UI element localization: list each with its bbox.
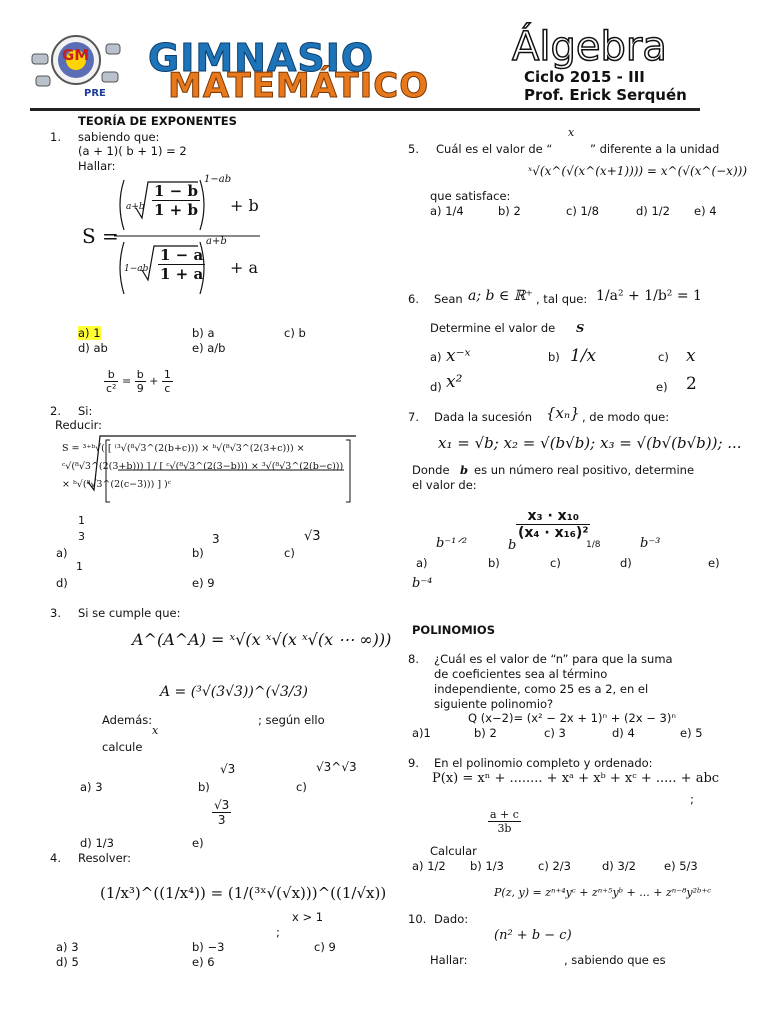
q8-line2: de coeficientes sea al término xyxy=(434,667,608,681)
cond-num1: b xyxy=(104,368,118,382)
q7-option-b[interactable]: b) xyxy=(488,556,500,570)
q5-text2: ” diferente a la unidad xyxy=(590,142,720,156)
q1-text1: sabiendo que: xyxy=(78,130,160,144)
q7-val-3: 1/8 xyxy=(586,540,601,550)
q4-number: 4. xyxy=(50,851,61,865)
q2-option-c[interactable]: c) xyxy=(284,546,295,560)
q10-text1: Dado: xyxy=(434,912,469,926)
q4-option-b[interactable]: b) −3 xyxy=(192,940,225,954)
q6-s: S xyxy=(576,321,585,335)
q7-text2: , de modo que: xyxy=(582,410,670,424)
logo-text: PRE xyxy=(84,88,106,99)
q9-option-e[interactable]: e) 5/3 xyxy=(664,859,698,873)
q3-val-e-den: 3 xyxy=(217,813,226,827)
q5-equation: ˣ√(x^(√(x^(x+1)))) = x^(√(x^(−x))) xyxy=(528,164,747,178)
q4-option-c[interactable]: c) 9 xyxy=(314,940,336,954)
q7-frac-den: (x₄ · x₁₆)² xyxy=(518,525,589,541)
q7-text1: Dada la sucesión xyxy=(434,410,532,424)
q1-option-d[interactable]: d) ab xyxy=(78,341,108,355)
cond-den1: c² xyxy=(106,382,117,395)
q1-frac1-den: 1 + b xyxy=(154,201,198,219)
q6-val-b: 1/x xyxy=(570,346,597,366)
q3-equation1: A^(A^A) = ˣ√(x ˣ√(x ˣ√(x ⋯ ∞))) xyxy=(132,630,392,649)
q6-text3: Determine el valor de xyxy=(430,321,556,335)
q6-option-b[interactable]: b) xyxy=(548,350,560,364)
q9-option-a[interactable]: a) 1/2 xyxy=(412,859,446,873)
q6-option-a[interactable]: a) xyxy=(430,350,442,364)
q3-val-e xyxy=(212,798,231,827)
q1-s-label: S = xyxy=(82,224,119,248)
q2-val-a-den: 3 xyxy=(78,530,85,543)
q1-root-index1: a+b xyxy=(126,202,145,212)
q5-text1: Cuál es el valor de “ xyxy=(436,142,553,156)
q1-option-c[interactable]: c) b xyxy=(284,326,306,340)
cond-den2: 9 xyxy=(136,382,144,395)
q7-option-a[interactable]: a) xyxy=(416,556,428,570)
cond-num2: b xyxy=(135,368,146,382)
q2-option-e[interactable]: e) 9 xyxy=(192,576,215,590)
q5-option-b[interactable]: b) 2 xyxy=(498,204,521,218)
q9-poly: P(x) = xⁿ + ........ + xᵃ + xᵇ + xᶜ + ..... + abc xyxy=(432,771,720,786)
q9-option-b[interactable]: b) 1/3 xyxy=(470,859,504,873)
q8-line4: siguiente polinomio? xyxy=(434,697,554,711)
q2-val-b: 3 xyxy=(212,532,220,546)
subject-title: Álgebra xyxy=(512,24,667,70)
q1-frac1 xyxy=(152,182,200,219)
q4-expression: (1/x³)^((1/x⁴)) = (1/(³ˣ√(√x)))^((1/√x)) xyxy=(100,884,387,902)
q3-val-e-num: √3 xyxy=(214,798,230,812)
brand-line2: MATEMÁTICO xyxy=(168,66,430,106)
q8-line1: ¿Cuál es el valor de “n” para que la suma xyxy=(434,652,673,666)
q4-text1: Resolver: xyxy=(78,851,132,865)
q5-option-c[interactable]: c) 1/8 xyxy=(566,204,599,218)
q1-plus-a: + a xyxy=(230,258,259,277)
q1-option-b[interactable]: b) a xyxy=(192,326,215,340)
q3-val-b: √3 xyxy=(220,762,236,776)
q9-calc: Calcular xyxy=(430,844,477,858)
q9-number: 9. xyxy=(408,756,419,770)
q5-option-e[interactable]: e) 4 xyxy=(694,204,717,218)
q8-option-e[interactable]: e) 5 xyxy=(680,726,703,740)
q3-option-a[interactable]: a) 3 xyxy=(80,780,103,794)
q5-x-top: x xyxy=(568,126,575,139)
q1-frac2-den: 1 + a xyxy=(160,265,204,283)
teacher-label: Prof. Erick Serquén xyxy=(524,86,687,104)
q1-frac2-num: 1 − a xyxy=(160,246,204,264)
q1-plus-b: + b xyxy=(230,196,259,215)
q7-val-4: b⁻³ xyxy=(640,536,661,551)
q1-formula xyxy=(114,172,284,302)
q7-fraction xyxy=(516,508,590,541)
q3-calcule: calcule xyxy=(102,740,143,754)
q1-root-index2: 1−ab xyxy=(124,264,149,274)
q3-x: x xyxy=(152,724,159,737)
q7-text3: Donde xyxy=(412,463,450,477)
q8-option-d[interactable]: d) 4 xyxy=(612,726,635,740)
q10-poly: P(z, y) = zⁿ⁺⁴yᶜ + zⁿ⁺⁵yᵇ + ... + zⁿ⁻⁸y²ᵇ⁺ᶜ xyxy=(494,886,712,899)
cond-num3: 1 xyxy=(163,368,171,381)
q5-number: 5. xyxy=(408,142,419,156)
q7-seq: {xₙ} xyxy=(546,404,580,422)
q7-option-d[interactable]: d) xyxy=(620,556,632,570)
q4-option-a[interactable]: a) 3 xyxy=(56,940,79,954)
q7-text5: el valor de: xyxy=(412,478,477,492)
q5-option-a[interactable]: a) 1/4 xyxy=(430,204,464,218)
q9-text1: En el polinomio completo y ordenado: xyxy=(434,756,653,770)
cycle-label: Ciclo 2015 - III xyxy=(524,68,645,86)
q6-text1: Sean xyxy=(434,292,463,306)
q3-ademas: Además: xyxy=(102,713,153,727)
q9-semicolon: ; xyxy=(690,792,694,806)
q6-equation: 1/a² + 1/b² = 1 xyxy=(596,288,702,304)
q7-equation: x₁ = √b; x₂ = √(b√b); x₃ = √(b√(b√b)); ... xyxy=(438,434,742,452)
q6-val-a: x⁻ˣ xyxy=(446,346,471,366)
q2-option-a[interactable]: a) xyxy=(56,546,68,560)
q2-option-b[interactable]: b) xyxy=(192,546,204,560)
q2-text2: Reducir: xyxy=(55,418,103,432)
cond-den3: c xyxy=(164,382,171,395)
q3-option-d[interactable]: d) 1/3 xyxy=(80,836,114,850)
q4-option-d[interactable]: d) 5 xyxy=(56,955,79,969)
brand-line1: GIMNASIO xyxy=(148,36,375,80)
q6-option-e[interactable]: e) xyxy=(656,380,668,394)
q6-option-c[interactable]: c) xyxy=(658,350,669,364)
q7-val-2: b xyxy=(508,538,517,553)
q10-expr: (n² + b − c) xyxy=(494,928,572,943)
q7-option-e[interactable]: e) xyxy=(708,556,720,570)
q3-val-c: √3^√3 xyxy=(316,760,357,774)
q8-option-b[interactable]: b) 2 xyxy=(474,726,497,740)
q9-option-c[interactable]: c) 2/3 xyxy=(538,859,571,873)
q3-text1: Si se cumple que: xyxy=(78,606,181,620)
q9-fraction xyxy=(488,808,521,835)
q9-frac-den: 3b xyxy=(497,822,512,835)
q7-option-c[interactable]: c) xyxy=(550,556,561,570)
q6-vars: a; b ∈ ℝ⁺ xyxy=(468,288,533,304)
q1-number: 1. xyxy=(50,130,61,144)
section-title-exponents: TEORÍA DE EXPONENTES xyxy=(78,114,237,128)
q1-exp1: 1−ab xyxy=(204,174,232,185)
q3-number: 3. xyxy=(50,606,61,620)
q2-val-d: 1 xyxy=(76,560,83,573)
q3-equation2: A = (³√(3√3))^(√3/3) xyxy=(160,684,308,700)
q2-val-a-num: 1 xyxy=(78,514,85,527)
q10-sabiendo: , sabiendo que es xyxy=(564,953,666,967)
q8-number: 8. xyxy=(408,652,419,666)
q2-number: 2. xyxy=(50,404,61,418)
q2-text1: Si: xyxy=(78,404,93,418)
q7-b: b xyxy=(460,463,469,477)
q6-val-c: x xyxy=(686,346,696,366)
q1-frac1-num: 1 − b xyxy=(154,182,198,200)
q1-text3: Hallar: xyxy=(78,159,116,173)
q7-frac-num: x₃ · x₁₀ xyxy=(516,508,590,525)
q2-val-c: √3 xyxy=(304,529,321,544)
q7-val-1: b⁻¹ᐟ² xyxy=(436,536,468,551)
q3-option-e[interactable]: e) xyxy=(192,836,204,850)
q7-number: 7. xyxy=(408,410,419,424)
cond-plus: + xyxy=(149,374,159,388)
q8-poly: Q (x−2)= (x² − 2x + 1)ⁿ + (2x − 3)ⁿ xyxy=(468,711,676,725)
q6-val-d: x² xyxy=(446,372,463,392)
q9-option-d[interactable]: d) 3/2 xyxy=(602,859,636,873)
q6-text2: , tal que: xyxy=(536,292,588,306)
q6-option-d[interactable]: d) xyxy=(430,380,442,394)
q3-option-b[interactable]: b) xyxy=(198,780,210,794)
q1-condition xyxy=(104,368,173,395)
q6-number: 6. xyxy=(408,292,419,306)
logo-letters: GM xyxy=(62,46,90,64)
q2-expression: S = ³⁺ᵇ√( [ ⁽³√(⁸√3^(2(b+c))) × ᵇ√(⁸√3^(2(3+c))) × ᶜ√(⁸√3^(2(3+b))) ] / [ ᶜ√(⁸√3^(2(3−b))) × ³√(⁸√3^(2(b−c))) × ᵇ√(⁸√3^(2(c−3))) ] )ᶜ xyxy=(62,443,344,490)
q7-text4: es un número real positivo, determine xyxy=(474,463,695,477)
q8-option-c[interactable]: c) 3 xyxy=(544,726,566,740)
q1-option-e[interactable]: e) a/b xyxy=(192,341,226,355)
q3-option-c[interactable]: c) xyxy=(296,780,307,794)
q1-frac2 xyxy=(158,246,205,283)
q7-val-5: b⁻⁴ xyxy=(412,576,433,591)
q2-option-d[interactable]: d) xyxy=(56,576,68,590)
q6-val-e: 2 xyxy=(686,374,697,394)
q1-option-a[interactable]: a) 1 xyxy=(78,326,101,340)
q4-option-e[interactable]: e) 6 xyxy=(192,955,215,969)
q1-text2: (a + 1)( b + 1) = 2 xyxy=(78,144,187,158)
q5-option-d[interactable]: d) 1/2 xyxy=(636,204,670,218)
q5-text3: que satisface: xyxy=(430,189,511,203)
q8-line3: independiente, como 25 es a 2, en el xyxy=(434,682,649,696)
q9-frac-num: a + c xyxy=(490,808,519,821)
q1-exp2: a+b xyxy=(206,236,227,247)
logo xyxy=(26,24,122,102)
q4-semicolon: ; xyxy=(276,925,280,939)
q8-option-a[interactable]: a)1 xyxy=(412,726,431,740)
q10-hallar: Hallar: xyxy=(430,953,468,967)
q4-condition: x > 1 xyxy=(292,910,324,924)
header-divider xyxy=(30,108,700,111)
q3-segun: ; según ello xyxy=(258,713,325,727)
cond-eq: = xyxy=(121,374,132,388)
q10-number: 10. xyxy=(408,912,427,926)
section-title-polynomials: POLINOMIOS xyxy=(412,623,495,637)
